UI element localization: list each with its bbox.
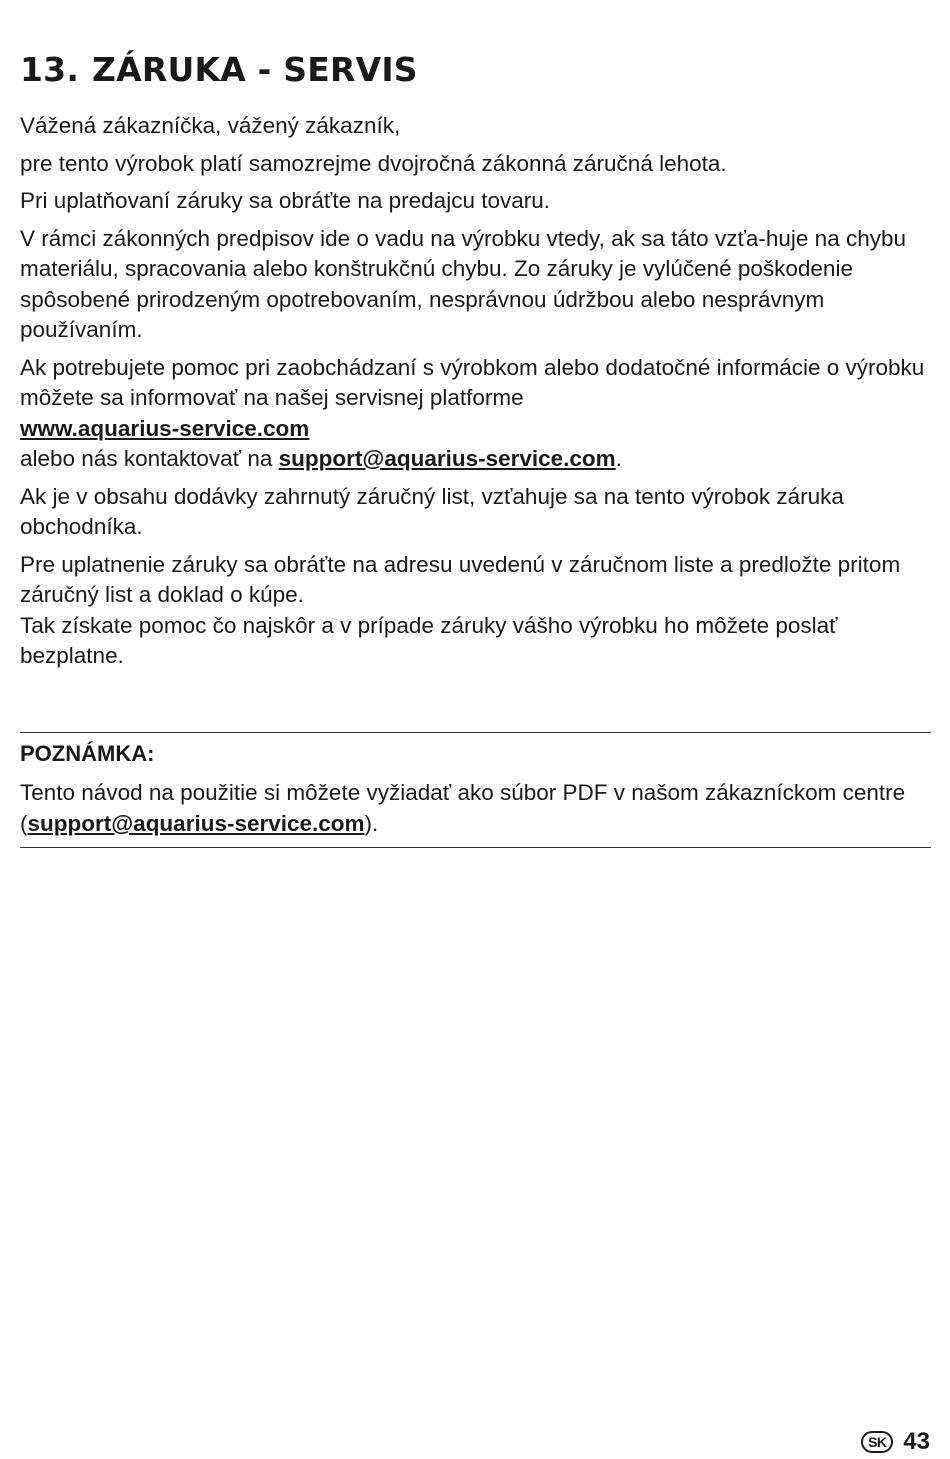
- service-text: Ak potrebujete pomoc pri zaobchádzaní s výrobkom alebo dodatočné informácie o výrobku môžete sa informovať na našej servisnej platforme: [20, 354, 925, 410]
- note-email-link[interactable]: support@aquarius-service.com: [27, 811, 365, 836]
- note-box: [20, 738, 931, 839]
- service-website-link[interactable]: www.aquarius-service.com: [20, 415, 310, 441]
- page-footer: [861, 1428, 930, 1456]
- note-body: Tento návod na použitie si môžete vyžiadať ako súbor PDF v našom zákazníckom centre: [20, 780, 906, 805]
- paragraph-warranty-card: Ak je v obsahu dodávky zahrnutý záručný list, vzťahuje sa na tento výrobok záruka obchodníka.: [20, 483, 844, 539]
- paragraph-defect-definition: V rámci zákonných predpisov ide o vadu na výrobku vtedy, ak sa táto vzťa-huje na chybu materiálu, spracovania alebo konštrukčnú chybu. Zo záruky je vylúčené poškodenie spôsobené prirodzeným opotrebovaním, nesprávnou údržbou alebo nesprávnym používaním.: [20, 225, 907, 342]
- paragraph-greeting: Vážená zákazníčka, vážený zákazník,: [20, 113, 401, 138]
- claim-free-shipping: Tak získate pomoc čo najskôr a v prípade záruky vášho výrobku ho môžete poslať bezplatne.: [20, 612, 838, 668]
- note-open-paren: (: [20, 811, 28, 836]
- note-bottom-divider: [20, 847, 931, 848]
- note-text: [20, 777, 931, 839]
- note-top-divider: [20, 732, 931, 733]
- paragraph-claim-dealer: Pri uplatňovaní záruky sa obráťte na predajcu tovaru.: [20, 188, 550, 213]
- note-label: POZNÁMKA:: [20, 741, 155, 766]
- paragraph-service-contact: [20, 353, 932, 475]
- section-title: ZÁRUKA - SERVIS: [92, 50, 418, 89]
- contact-period: .: [615, 446, 622, 471]
- support-email-link[interactable]: support@aquarius-service.com: [278, 446, 616, 471]
- note-period: .: [372, 811, 379, 836]
- warranty-text: [20, 111, 932, 679]
- paragraph-warranty-period: pre tento výrobok platí samozrejme dvojročná zákonná záručná lehota.: [20, 150, 727, 176]
- contact-text: alebo nás kontaktovať na: [20, 446, 273, 471]
- section-number: 13.: [20, 50, 80, 89]
- claim-text: Pre uplatnenie záruky sa obráťte na adresu uvedenú v záručnom liste a predložte pritom záručný list a doklad o kúpe.: [20, 551, 901, 607]
- page-number: 43: [903, 1428, 930, 1455]
- paragraph-claim-procedure: [20, 550, 932, 672]
- section-heading: [20, 50, 418, 89]
- note-close-paren: ): [364, 811, 373, 836]
- language-badge: SK: [861, 1431, 893, 1453]
